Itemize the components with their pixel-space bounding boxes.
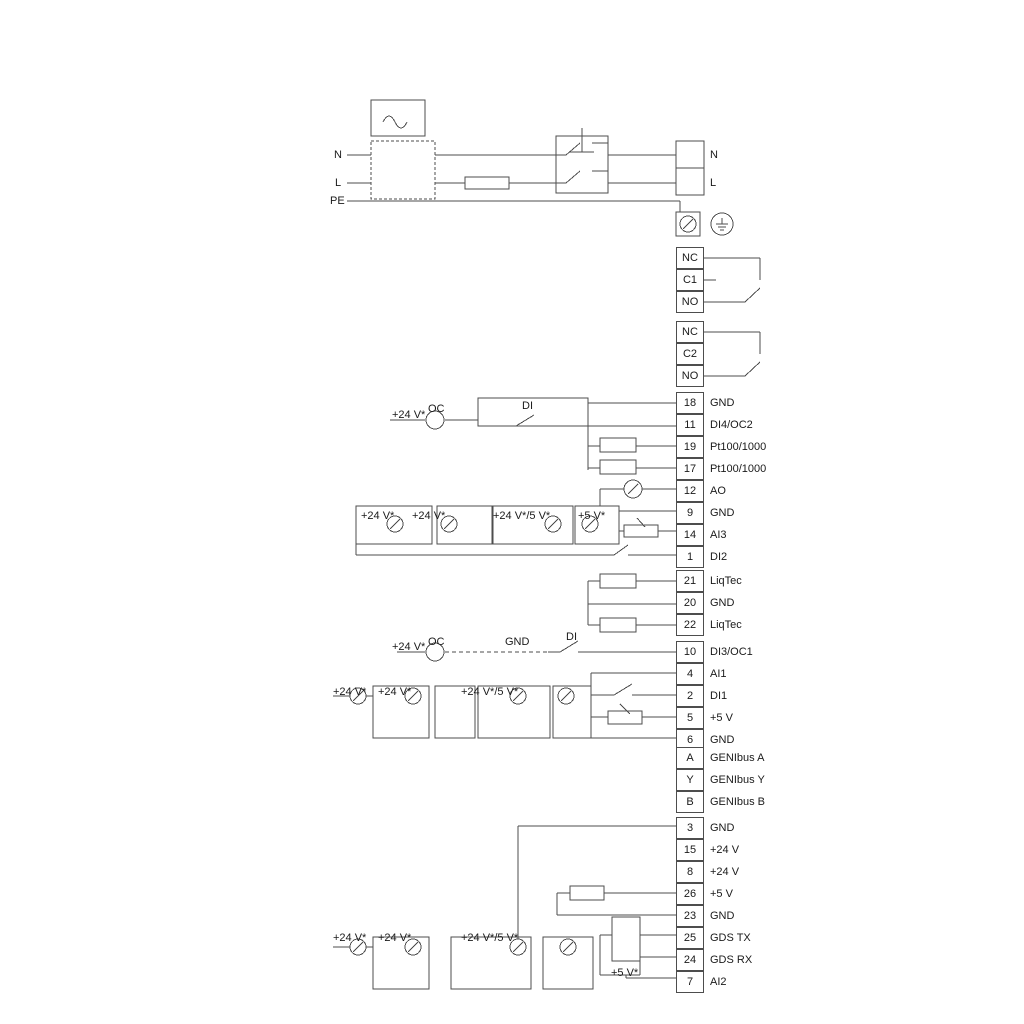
v24-5v-annotation-e: +24 V*/5 V* (461, 686, 519, 698)
terminal-17-label: Pt100/1000 (710, 463, 767, 475)
terminal-25[interactable]: 25 (676, 927, 704, 949)
terminal-3[interactable]: 3 (676, 817, 704, 839)
v24-annotation-a: +24 V* (392, 409, 426, 421)
terminal-9-label: GND (710, 507, 735, 519)
output-n-label: N (710, 149, 718, 161)
terminal-2[interactable]: 2 (676, 685, 704, 707)
terminal-6[interactable]: 6 (676, 729, 704, 751)
terminal-11-label: DI4/OC2 (710, 419, 753, 431)
terminal-24-label: GDS RX (710, 954, 753, 966)
terminal-17[interactable]: 17 (676, 458, 704, 480)
v24-annotation-g: +24 V* (333, 932, 367, 944)
mains-n-label: N (334, 149, 342, 161)
v5-annotation-c: +5 V* (578, 510, 606, 522)
di-annotation-2: DI (566, 631, 577, 643)
relay1-c-terminal[interactable] (676, 269, 704, 291)
oc-annotation-1: OC (428, 403, 445, 415)
terminal-2-label: DI1 (710, 690, 728, 702)
terminal-12-label: AO (710, 485, 726, 497)
terminal-10-label: DI3/OC1 (710, 646, 753, 658)
terminal-22-label: LiqTec (710, 619, 742, 631)
terminal-9[interactable]: 9 (676, 502, 704, 524)
terminal-7-label: AI2 (710, 976, 727, 988)
terminal-21-label: LiqTec (710, 575, 742, 587)
terminal-18[interactable]: 18 (676, 392, 704, 414)
relay1-no-label: NO (681, 296, 699, 308)
terminal-23[interactable]: 23 (676, 905, 704, 927)
terminal-8[interactable]: 8 (676, 861, 704, 883)
terminal-19-label: Pt100/1000 (710, 441, 767, 453)
terminal-11[interactable]: 11 (676, 414, 704, 436)
relay2-no-label: NO (681, 370, 699, 382)
v24-annotation-f: +24 V* (378, 686, 412, 698)
terminal-4[interactable]: 4 (676, 663, 704, 685)
terminal-7[interactable]: 7 (676, 971, 704, 993)
gnd-annotation-mid: GND (505, 636, 530, 648)
terminal-24[interactable]: 24 (676, 949, 704, 971)
terminal-25-label: GDS TX (710, 932, 751, 944)
mains-l-label: L (335, 177, 342, 189)
v24-5v-annotation-g: +24 V*/5 V* (461, 932, 519, 944)
di-annotation-1: DI (522, 400, 533, 412)
terminal-5-label: +5 V (710, 712, 733, 724)
relay2-nc-label: NC (682, 326, 698, 338)
v24-annotation-e: +24 V* (333, 686, 367, 698)
terminal-5[interactable]: 5 (676, 707, 704, 729)
terminal-18-label: GND (710, 397, 735, 409)
terminal-3-label: GND (710, 822, 735, 834)
mains-pe-label: PE (330, 195, 345, 207)
terminal-Y[interactable]: Y (676, 769, 704, 791)
output-l-label: L (710, 177, 717, 189)
terminal-23-label: GND (710, 910, 735, 922)
terminal-20[interactable]: 20 (676, 592, 704, 614)
v24-annotation-d: +24 V* (392, 641, 426, 653)
v24-annotation-h: +24 V* (378, 932, 412, 944)
terminal-21[interactable]: 21 (676, 570, 704, 592)
terminal-6-label: GND (710, 734, 735, 746)
v24-5v-annotation-c: +24 V*/5 V* (493, 510, 551, 522)
terminal-10[interactable]: 10 (676, 641, 704, 663)
relay2-c-label: C2 (682, 348, 698, 360)
terminal-4-label: AI1 (710, 668, 727, 680)
terminal-B[interactable]: B (676, 791, 704, 813)
terminal-A-label: GENIbus A (710, 752, 765, 764)
terminal-8-label: +24 V (710, 866, 740, 878)
terminal-Y-label: GENIbus Y (710, 774, 765, 786)
terminal-1-label: DI2 (710, 551, 728, 563)
relay2-no-terminal[interactable] (676, 365, 704, 387)
terminal-26-label: +5 V (710, 888, 733, 900)
oc-annotation-2: OC (428, 636, 445, 648)
v5-annotation-g: +5 V* (611, 967, 639, 979)
terminal-19[interactable]: 19 (676, 436, 704, 458)
terminal-26[interactable]: 26 (676, 883, 704, 905)
terminal-14-label: AI3 (710, 529, 727, 541)
relay1-no-terminal[interactable] (676, 291, 704, 313)
terminal-14[interactable]: 14 (676, 524, 704, 546)
terminal-22[interactable]: 22 (676, 614, 704, 636)
relay2-nc-terminal[interactable] (676, 321, 704, 343)
terminal-15[interactable]: 15 (676, 839, 704, 861)
relay2-c-terminal[interactable] (676, 343, 704, 365)
relay1-c-label: C1 (682, 274, 698, 286)
relay1-nc-terminal[interactable] (676, 247, 704, 269)
terminal-A[interactable]: A (676, 747, 704, 769)
relay1-nc-label: NC (682, 252, 698, 264)
terminal-20-label: GND (710, 597, 735, 609)
v24-annotation-c: +24 V* (412, 510, 446, 522)
terminal-12[interactable]: 12 (676, 480, 704, 502)
terminal-1[interactable]: 1 (676, 546, 704, 568)
terminal-B-label: GENIbus B (710, 796, 766, 808)
terminal-15-label: +24 V (710, 844, 740, 856)
v24-annotation-b: +24 V* (361, 510, 395, 522)
